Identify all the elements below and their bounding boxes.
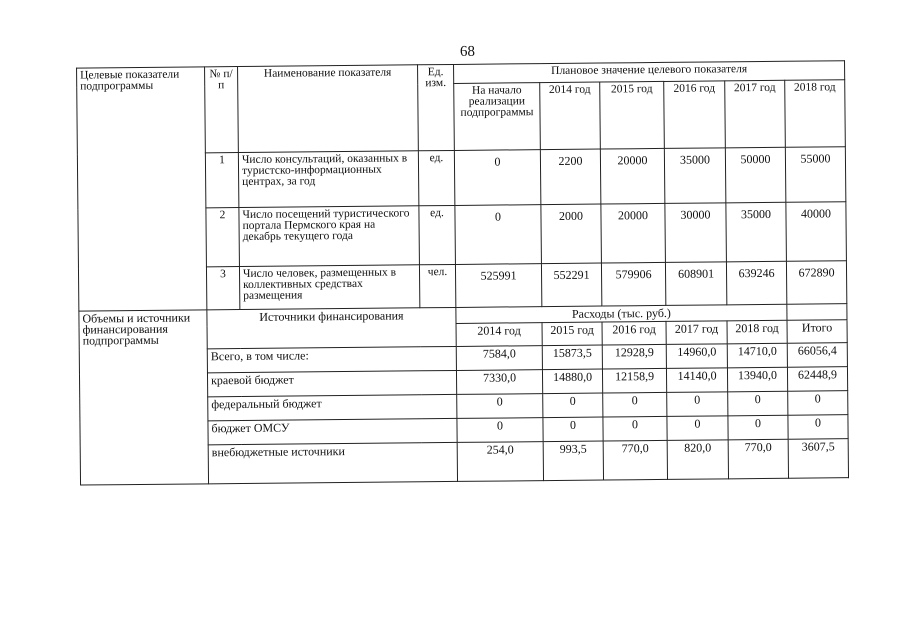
finance-value: 0: [457, 418, 543, 443]
finance-value: 770,0: [728, 439, 788, 479]
finance-value: 0: [788, 391, 848, 416]
finance-value: 0: [543, 417, 603, 442]
target-year-header: 2014 год: [540, 82, 601, 150]
indicator-value: 552291: [541, 263, 601, 307]
finance-value: 0: [667, 416, 728, 441]
finance-section-label: Объемы и источники финансирования подпрограммы: [79, 310, 209, 485]
finance-year-header: 2018 год: [727, 320, 787, 344]
finance-value: 3607,5: [788, 439, 848, 479]
finance-value: 0: [728, 415, 788, 440]
targets-section-label: Целевые показатели подпрограммы: [77, 67, 207, 311]
finance-value: 820,0: [667, 440, 728, 480]
finance-value: 62448,9: [787, 367, 847, 392]
header-num: № п/п: [205, 67, 239, 153]
finance-value: 0: [603, 392, 667, 417]
indicator-unit: чел.: [419, 264, 455, 307]
header-sources: Источники финансирования: [207, 307, 456, 348]
finance-value: 0: [457, 394, 543, 419]
finance-source: бюджет ОМСУ: [208, 418, 457, 444]
finance-source: внебюджетные источники: [208, 442, 457, 483]
finance-value: 0: [667, 392, 728, 417]
indicator-value: 2200: [540, 149, 601, 205]
indicator-name: Число посещений туристического портала Пермского края на декабрь текущего года: [239, 206, 420, 267]
finance-value: 0: [728, 391, 788, 416]
finance-year-header: 2017 год: [666, 321, 727, 345]
target-year-header: 2016 год: [664, 81, 726, 149]
finance-year-header: 2015 год: [542, 322, 602, 346]
header-total-blank: [787, 304, 847, 321]
finance-value: 12928,9: [602, 344, 666, 369]
finance-value: 0: [603, 416, 667, 441]
finance-value: 14960,0: [666, 344, 727, 369]
row-num: 1: [205, 153, 239, 208]
header-unit: Ед. изм.: [418, 64, 455, 150]
indicator-value: 35000: [664, 148, 726, 204]
finance-value: 66056,4: [787, 343, 847, 368]
indicator-value: 2000: [541, 204, 602, 264]
indicator-value: 40000: [786, 202, 847, 262]
indicator-value: 20000: [600, 148, 665, 204]
target-year-header: 2017 год: [725, 80, 786, 148]
finance-value: 15873,5: [542, 345, 602, 370]
finance-value: 770,0: [603, 440, 667, 480]
finance-value: 12158,9: [602, 368, 666, 393]
finance-value: 254,0: [457, 442, 543, 482]
indicator-value: 639246: [726, 261, 786, 305]
finance-source: федеральный бюджет: [208, 394, 457, 420]
subprogram-table: [76, 60, 849, 485]
finance-value: 13940,0: [727, 367, 787, 392]
indicator-value: 20000: [601, 203, 666, 263]
finance-value: 7330,0: [456, 370, 542, 395]
indicator-value: 50000: [725, 147, 786, 203]
indicator-value: 0: [454, 150, 541, 206]
target-year-header: На начало реализации подпрограммы: [454, 83, 541, 151]
finance-value: 993,5: [543, 441, 603, 481]
target-year-header: 2015 год: [600, 81, 665, 149]
indicator-name: Число человек, размещенных в коллективных средствах размещения: [239, 265, 419, 310]
finance-value: 0: [543, 393, 603, 418]
target-year-header: 2018 год: [785, 80, 846, 148]
indicator-value: 0: [455, 205, 542, 265]
indicator-unit: ед.: [419, 205, 456, 264]
header-expenses: Расходы (тыс. руб.): [456, 304, 787, 323]
header-plan: Плановое значение целевого показателя: [454, 61, 845, 84]
finance-source: краевой бюджет: [207, 370, 456, 396]
header-name: Наименование показателя: [238, 65, 419, 153]
indicator-value: 55000: [785, 147, 846, 203]
finance-year-header: 2014 год: [456, 323, 542, 347]
finance-value: 14710,0: [727, 343, 787, 368]
indicator-unit: ед.: [418, 150, 455, 205]
finance-value: 0: [788, 415, 848, 440]
finance-value: 7584,0: [456, 346, 542, 371]
finance-value: 14880,0: [542, 369, 602, 394]
indicator-name: Число консультаций, оказанных в туристско-информационных центрах, за год: [238, 151, 419, 208]
indicator-value: 672890: [786, 261, 846, 305]
indicator-value: 579906: [601, 262, 665, 306]
indicator-value: 30000: [665, 203, 727, 263]
finance-year-header: 2016 год: [602, 321, 666, 345]
page-number: 68: [459, 43, 475, 60]
indicator-value: 525991: [455, 264, 541, 308]
finance-source: Всего, в том числе:: [207, 346, 456, 372]
indicator-value: 608901: [665, 262, 726, 306]
finance-value: 14140,0: [666, 368, 727, 393]
finance-year-header: Итого: [787, 320, 847, 344]
row-num: 2: [206, 208, 240, 267]
row-num: 3: [206, 267, 239, 310]
indicator-value: 35000: [726, 202, 787, 262]
